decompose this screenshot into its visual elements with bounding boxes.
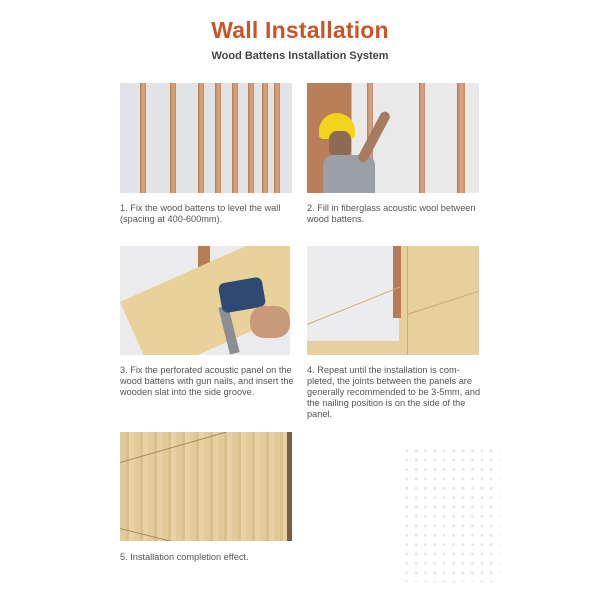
page-title: Wall Installation: [211, 17, 389, 43]
step-5-caption: 5. Installation completion effect.: [120, 552, 249, 562]
step-2-photo: [307, 83, 479, 193]
step-5-photo: [120, 432, 292, 541]
decorative-dot-grid: [402, 446, 500, 582]
step-1-photo: [120, 83, 292, 193]
page-subtitle: Wood Battens Installation System: [211, 50, 389, 62]
step-4-photo: [307, 246, 479, 355]
step-4-caption: 4. Repeat until the installation is com-pleted, the joints between the panels are generally recommended to be 3-5mm, and the nailing position is on the side of the panel.: [307, 365, 481, 419]
step-2-caption: 2. Fill in fiberglass acoustic wool between wood battens.: [307, 203, 476, 224]
step-1-caption: 1. Fix the wood battens to level the wall (spacing at 400-600mm).: [120, 203, 281, 224]
step-3-photo: [120, 246, 290, 355]
step-3-caption: 3. Fix the perforated acoustic panel on the wood battens with gun nails, and insert the wooden slat into the side groove.: [120, 365, 294, 397]
